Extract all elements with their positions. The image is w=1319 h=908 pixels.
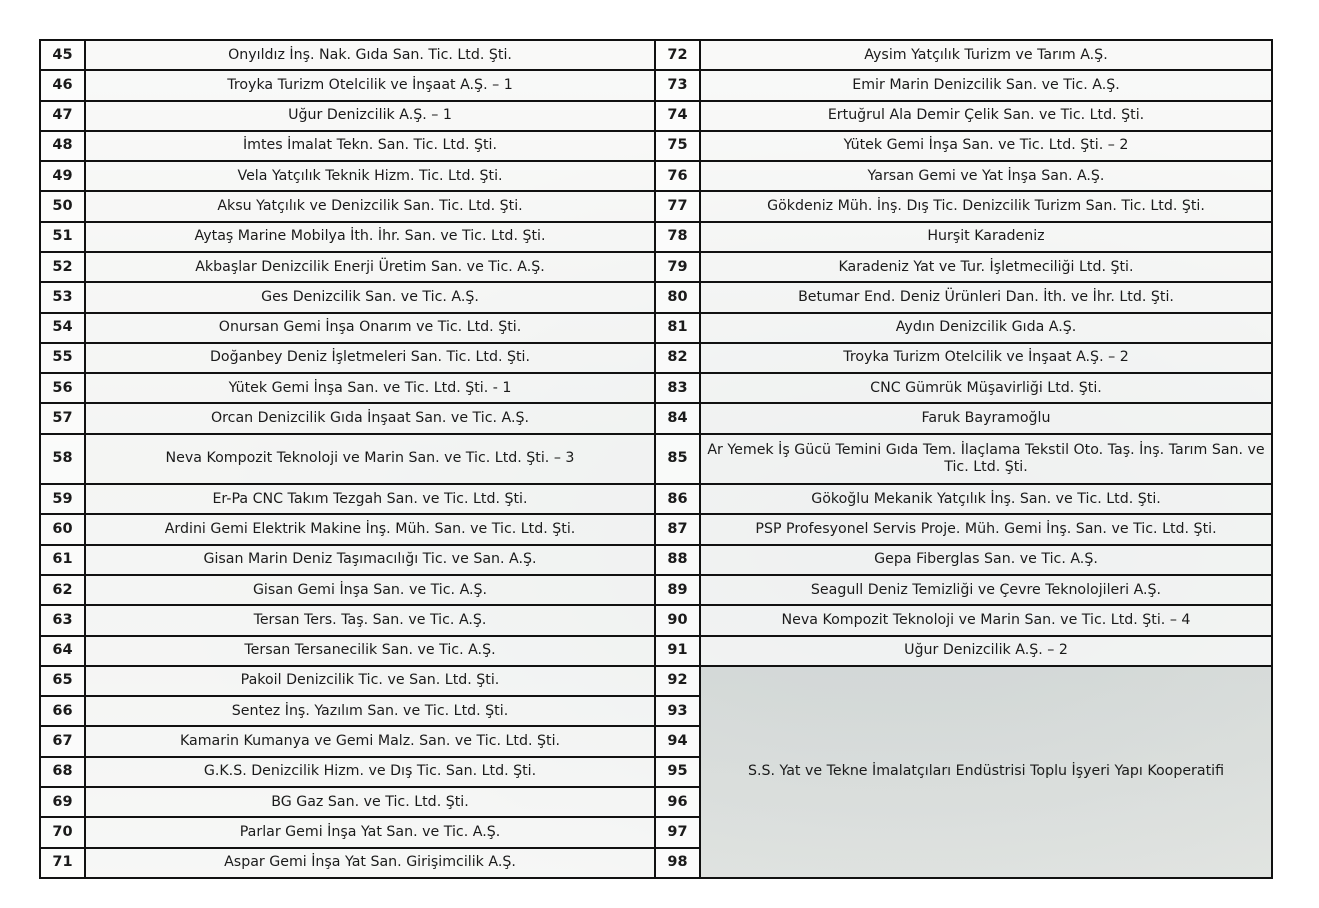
row-number-right: 82 [655,343,700,373]
company-name-left: Sentez İnş. Yazılım San. ve Tic. Ltd. Şti. [85,696,655,726]
row-number-right: 77 [655,191,700,221]
row-number-right: 79 [655,252,700,282]
table-row [40,605,1272,635]
company-name-left: İmtes İmalat Tekn. San. Tic. Ltd. Şti. [85,131,655,161]
company-name-left: Doğanbey Deniz İşletmeleri San. Tic. Ltd. Şti. [85,343,655,373]
company-name-right: Yarsan Gemi ve Yat İnşa San. A.Ş. [700,161,1272,191]
row-number-left: 67 [40,726,85,756]
company-name-right: Uğur Denizcilik A.Ş. – 2 [700,636,1272,666]
row-number-right: 92 [655,666,700,696]
row-number-right: 89 [655,575,700,605]
table-row [40,575,1272,605]
row-number-right: 88 [655,545,700,575]
table-row [40,343,1272,373]
row-number-left: 45 [40,40,85,70]
company-name-left: BG Gaz San. ve Tic. Ltd. Şti. [85,787,655,817]
company-name-left: Ges Denizcilik San. ve Tic. A.Ş. [85,282,655,312]
company-name-left: Kamarin Kumanya ve Gemi Malz. San. ve Tic. Ltd. Şti. [85,726,655,756]
row-number-right: 84 [655,403,700,433]
company-name-left: Aksu Yatçılık ve Denizcilik San. Tic. Ltd. Şti. [85,191,655,221]
row-number-right: 78 [655,222,700,252]
company-name-left: Aspar Gemi İnşa Yat San. Girişimcilik A.Ş. [85,848,655,879]
row-number-left: 58 [40,434,85,484]
company-name-left: Aytaş Marine Mobilya İth. İhr. San. ve Tic. Ltd. Şti. [85,222,655,252]
row-number-left: 60 [40,514,85,544]
row-number-left: 50 [40,191,85,221]
table-row [40,282,1272,312]
table-row [40,191,1272,221]
row-number-left: 61 [40,545,85,575]
company-name-right: Betumar End. Deniz Ürünleri Dan. İth. ve İhr. Ltd. Şti. [700,282,1272,312]
company-name-left: Onursan Gemi İnşa Onarım ve Tic. Ltd. Şti. [85,313,655,343]
row-number-right: 97 [655,817,700,847]
company-name-left: Orcan Denizcilik Gıda İnşaat San. ve Tic. A.Ş. [85,403,655,433]
table-row [40,252,1272,282]
row-number-right: 98 [655,848,700,879]
company-name-left: Akbaşlar Denizcilik Enerji Üretim San. ve Tic. A.Ş. [85,252,655,282]
company-name-right: Troyka Turizm Otelcilik ve İnşaat A.Ş. – 2 [700,343,1272,373]
table-row [40,70,1272,100]
company-name-right: Gepa Fiberglas San. ve Tic. A.Ş. [700,545,1272,575]
table-row [40,222,1272,252]
table-row [40,373,1272,403]
row-number-right: 76 [655,161,700,191]
row-number-left: 54 [40,313,85,343]
row-number-right: 94 [655,726,700,756]
company-name-left: Tersan Ters. Taş. San. ve Tic. A.Ş. [85,605,655,635]
row-number-left: 47 [40,101,85,131]
table-row [40,313,1272,343]
table-row [40,403,1272,433]
company-name-right: Aysim Yatçılık Turizm ve Tarım A.Ş. [700,40,1272,70]
row-number-right: 80 [655,282,700,312]
row-number-right: 72 [655,40,700,70]
table-row [40,101,1272,131]
table-row [40,666,1272,696]
company-name-left: Parlar Gemi İnşa Yat San. ve Tic. A.Ş. [85,817,655,847]
company-name-right: Gökoğlu Mekanik Yatçılık İnş. San. ve Tic. Ltd. Şti. [700,484,1272,514]
row-number-left: 49 [40,161,85,191]
row-number-left: 46 [40,70,85,100]
company-name-right: Neva Kompozit Teknoloji ve Marin San. ve Tic. Ltd. Şti. – 4 [700,605,1272,635]
row-number-left: 52 [40,252,85,282]
row-number-left: 56 [40,373,85,403]
company-name-right: PSP Profesyonel Servis Proje. Müh. Gemi İnş. San. ve Tic. Ltd. Şti. [700,514,1272,544]
member-table-background [39,39,1271,879]
company-name-right: Ar Yemek İş Gücü Temini Gıda Tem. İlaçlama Tekstil Oto. Taş. İnş. Tarım San. ve Tic. Ltd. Şti. [700,434,1272,484]
row-number-right: 83 [655,373,700,403]
row-number-left: 59 [40,484,85,514]
row-number-right: 86 [655,484,700,514]
company-name-right: Ertuğrul Ala Demir Çelik San. ve Tic. Ltd. Şti. [700,101,1272,131]
row-number-right: 93 [655,696,700,726]
row-number-right: 87 [655,514,700,544]
row-number-left: 69 [40,787,85,817]
company-name-right: Aydın Denizcilik Gıda A.Ş. [700,313,1272,343]
table-row [40,514,1272,544]
row-number-right: 91 [655,636,700,666]
member-table [39,39,1273,879]
company-name-left: Vela Yatçılık Teknik Hizm. Tic. Ltd. Şti. [85,161,655,191]
row-number-left: 63 [40,605,85,635]
row-number-right: 73 [655,70,700,100]
company-name-right: Emir Marin Denizcilik San. ve Tic. A.Ş. [700,70,1272,100]
table-row [40,131,1272,161]
row-number-right: 74 [655,101,700,131]
table-row [40,434,1272,484]
row-number-left: 68 [40,757,85,787]
company-name-right: Yütek Gemi İnşa San. ve Tic. Ltd. Şti. – 2 [700,131,1272,161]
company-name-left: Onyıldız İnş. Nak. Gıda San. Tic. Ltd. Şti. [85,40,655,70]
company-name-right: Gökdeniz Müh. İnş. Dış Tic. Denizcilik Turizm San. Tic. Ltd. Şti. [700,191,1272,221]
row-number-left: 70 [40,817,85,847]
company-name-left: Troyka Turizm Otelcilik ve İnşaat A.Ş. – 1 [85,70,655,100]
table-row [40,40,1272,70]
row-number-left: 66 [40,696,85,726]
company-name-left: Gisan Marin Deniz Taşımacılığı Tic. ve San. A.Ş. [85,545,655,575]
table-row [40,636,1272,666]
company-name-left: Yütek Gemi İnşa San. ve Tic. Ltd. Şti. - 1 [85,373,655,403]
company-name-right: Seagull Deniz Temizliği ve Çevre Teknolojileri A.Ş. [700,575,1272,605]
company-name-left: G.K.S. Denizcilik Hizm. ve Dış Tic. San. Ltd. Şti. [85,757,655,787]
company-name-right: Hurşit Karadeniz [700,222,1272,252]
company-name-left: Gisan Gemi İnşa San. ve Tic. A.Ş. [85,575,655,605]
row-number-left: 65 [40,666,85,696]
table-row [40,545,1272,575]
row-number-right: 95 [655,757,700,787]
row-number-left: 48 [40,131,85,161]
company-name-left: Er-Pa CNC Takım Tezgah San. ve Tic. Ltd. Şti. [85,484,655,514]
row-number-left: 51 [40,222,85,252]
row-number-right: 85 [655,434,700,484]
row-number-left: 57 [40,403,85,433]
table-row [40,161,1272,191]
row-number-left: 71 [40,848,85,879]
row-number-left: 53 [40,282,85,312]
company-name-right: Karadeniz Yat ve Tur. İşletmeciliği Ltd. Şti. [700,252,1272,282]
company-name-left: Ardini Gemi Elektrik Makine İnş. Müh. San. ve Tic. Ltd. Şti. [85,514,655,544]
row-number-right: 81 [655,313,700,343]
company-name-left: Tersan Tersanecilik San. ve Tic. A.Ş. [85,636,655,666]
row-number-left: 64 [40,636,85,666]
company-name-right: CNC Gümrük Müşavirliği Ltd. Şti. [700,373,1272,403]
row-number-left: 62 [40,575,85,605]
company-name-left: Uğur Denizcilik A.Ş. – 1 [85,101,655,131]
row-number-left: 55 [40,343,85,373]
company-name-left: Neva Kompozit Teknoloji ve Marin San. ve Tic. Ltd. Şti. – 3 [85,434,655,484]
table-row [40,484,1272,514]
company-name-merged: S.S. Yat ve Tekne İmalatçıları Endüstrisi Toplu İşyeri Yapı Kooperatifi [700,666,1272,878]
row-number-right: 75 [655,131,700,161]
company-name-right: Faruk Bayramoğlu [700,403,1272,433]
company-name-left: Pakoil Denizcilik Tic. ve San. Ltd. Şti. [85,666,655,696]
row-number-right: 90 [655,605,700,635]
row-number-right: 96 [655,787,700,817]
